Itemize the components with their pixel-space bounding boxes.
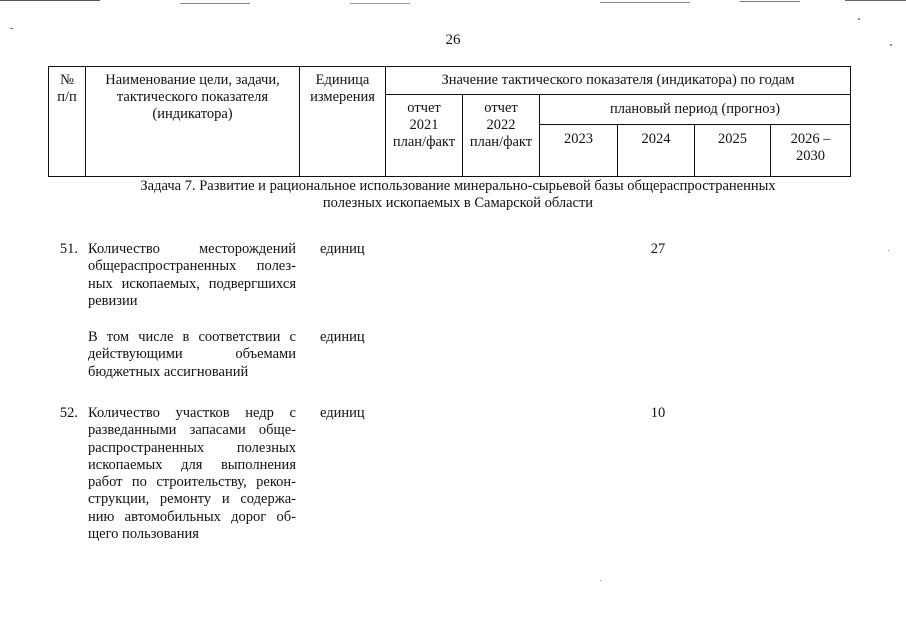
header-cell-report-2022 — [463, 95, 540, 177]
scan-artifact-line — [180, 3, 250, 4]
header-name-line: (индикатора) — [152, 106, 233, 122]
header-cell-year-2024: 2024 — [618, 125, 695, 177]
header-cell-plan-period: плановый период (прогноз) — [540, 95, 851, 125]
header-cell-year-2023: 2023 — [540, 125, 618, 177]
row-value: 10 — [650, 405, 666, 421]
header-cell-values-title: Значение тактического показателя (индикатора) по годам — [386, 67, 851, 95]
scan-artifact-line — [845, 0, 906, 1]
task-title-line: Задача 7. Развитие и рациональное использование минерально-сырьевой базы общераспространенных — [140, 178, 776, 194]
scan-artifact-line — [740, 1, 800, 2]
header-report-line: отчет — [407, 100, 441, 116]
row-unit: единиц — [320, 405, 365, 421]
row-indicator-name: Количество месторождений общераспространенных полезных ископаемых, подвергшихся ревизии — [88, 241, 296, 309]
task-title-line: полезных ископаемых в Самарской области — [322, 195, 594, 211]
row-value: 27 — [650, 241, 666, 257]
header-report-line: 2022 — [486, 117, 516, 133]
row-unit: единиц — [320, 329, 365, 345]
header-unit-line: измерения — [310, 89, 375, 105]
header-cell-year-2026-2030: 2026 – 2030 — [771, 125, 851, 177]
scan-speck — [858, 18, 860, 20]
header-unit-line: Единица — [315, 72, 370, 88]
header-cell-number — [49, 67, 86, 177]
header-name-line: Наименование цели, задачи, — [105, 72, 280, 88]
header-number-line: № — [60, 72, 74, 88]
header-cell-year-2025: 2025 — [695, 125, 771, 177]
scan-artifact-line — [0, 0, 100, 1]
header-cell-unit — [300, 67, 386, 177]
row-unit: единиц — [320, 241, 365, 257]
scan-artifact-line — [600, 2, 690, 3]
header-name-line: тактического показателя — [116, 89, 269, 105]
header-report-line: 2021 — [409, 117, 439, 133]
header-number-line: п/п — [57, 89, 77, 105]
row-number: 51. — [59, 241, 78, 257]
header-cell-report-2021 — [386, 95, 463, 177]
header-report-line: план/факт — [469, 134, 533, 150]
scan-speck — [10, 28, 13, 29]
row-indicator-name: Количество участков недр с разведанными запасами общераспространенных полезных ископаемых для выполнения работ по строительству, реконструкции, ремонту и содержанию автомобильных дорог общего пользования — [88, 405, 296, 543]
header-report-line: отчет — [484, 100, 518, 116]
row-indicator-name: В том числе в соответствии с действующими объемами бюджетных ассигнований — [88, 329, 296, 380]
header-cell-name — [86, 67, 300, 177]
task-title — [90, 178, 826, 212]
header-report-line: план/факт — [392, 134, 456, 150]
page-number: 26 — [445, 32, 461, 48]
indicator-table-header — [48, 66, 851, 177]
scan-artifact-line — [350, 3, 410, 4]
scan-speck — [888, 250, 889, 251]
row-number: 52. — [59, 405, 78, 421]
scan-speck — [600, 580, 601, 581]
